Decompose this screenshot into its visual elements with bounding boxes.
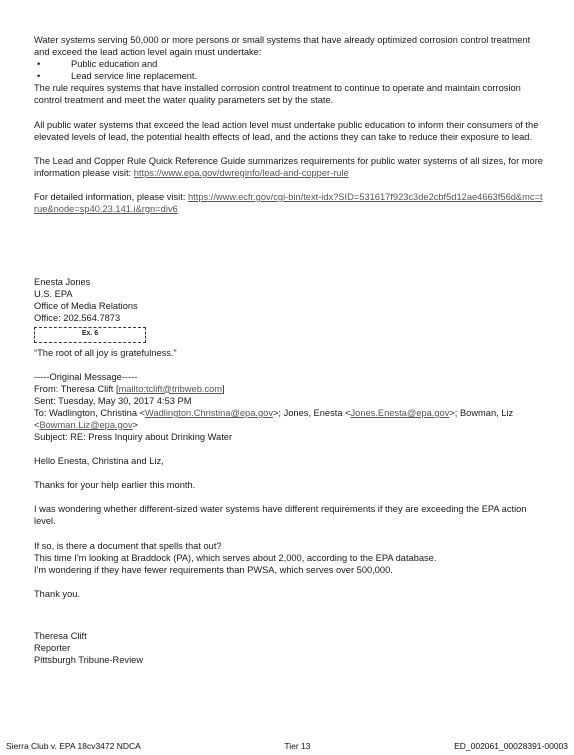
footer-tier: Tier 13	[284, 741, 311, 751]
bullet-item	[34, 70, 544, 82]
paragraph-text: The Lead and Copper Rule Quick Reference Guide summarizes requirements for public water systems of all sizes, for more information please visit:	[34, 155, 543, 178]
email-closing: Thank you.	[34, 588, 80, 599]
redaction-box	[34, 327, 146, 343]
footer-bates-number: ED_002061_00028391-00003	[454, 741, 568, 751]
lead-copper-rule-link[interactable]: https://www.epa.gov/dwreginfo/lead-and-copper-rule	[133, 167, 349, 178]
recipient-email-link[interactable]: Jones.Enesta@epa.gov	[350, 407, 450, 418]
recipient-email-link[interactable]: Bowman.Liz@epa.gov	[39, 419, 133, 430]
bullet-symbol: •	[37, 71, 41, 82]
sender-email-link[interactable]: mailto:tclift@tribweb.com	[118, 383, 223, 394]
bullet-text: Lead service line replacement.	[71, 71, 198, 82]
intro-paragraph-1: Water systems serving 50,000 or more persons or small systems that have already optimized corrosion control treatment and exceed the lead action level again must undertake:	[34, 35, 531, 58]
page-footer	[6, 740, 568, 752]
intro-paragraph-2: The rule requires systems that have installed corrosion control treatment to continue to operate and maintain corrosion control treatment and meet the water quality parameters set by the state.	[34, 83, 521, 106]
email-thanks: Thanks for your help earlier this month.	[34, 480, 196, 491]
intro-paragraph-5	[34, 191, 544, 215]
intro-paragraph-3: All public water systems that exceed the lead action level must undertake public education to inform their consumers of the elevated levels of lead, the potential health effects of lead, and the actions they can take to reduce their exposure to lead.	[34, 119, 539, 142]
paragraph-text: For detailed information, please visit:	[34, 191, 188, 202]
redaction-label: Ex. 6	[81, 330, 99, 338]
email-from: From: Theresa Clift [mailto:tclift@tribweb.com]	[34, 383, 225, 394]
sender-name: Theresa Clift	[34, 630, 87, 641]
bullet-item	[34, 58, 544, 70]
recipient-email-link[interactable]: Wadlington.Christina@epa.gov	[145, 407, 273, 418]
bullet-text: Public education and	[71, 59, 158, 70]
email-subject: Subject: RE: Press Inquiry about Drinking Water	[34, 432, 233, 443]
email-line: I'm wondering if they have fewer requirements than PWSA, which serves over 500,000.	[34, 564, 393, 575]
signature-office: Office of Media Relations	[34, 301, 138, 312]
email-sent: Sent: Tuesday, May 30, 2017 4:53 PM	[34, 395, 192, 406]
email-to: To: Wadlington, Christina <Wadlington.Christina@epa.gov>; Jones, Enesta <Jones.Enesta@epa.gov>; Bowman, Liz <Bowman.Liz@epa.gov>	[34, 407, 514, 430]
sender-title: Reporter	[34, 643, 71, 653]
document-page	[34, 34, 544, 666]
signature-quote: “The root of all joy is gratefulness.”	[34, 347, 177, 358]
sender-org: Pittsburgh Tribune-Review	[34, 655, 144, 666]
signature-phone: Office: 202.564.7873	[34, 313, 121, 324]
intro-paragraph-4	[34, 155, 544, 179]
email-line: This time I'm looking at Braddock (PA), which serves about 2,000, according to the EPA database.	[34, 552, 437, 563]
original-message-separator: -----Original Message-----	[34, 371, 138, 382]
email-question: I was wondering whether different-sized water systems have different requirements if they are exceeding the EPA action level.	[34, 504, 527, 527]
signature-org: U.S. EPA	[34, 289, 73, 300]
email-greeting: Hello Enesta, Christina and Liz,	[34, 456, 164, 467]
ecfr-link[interactable]: https://www.ecfr.gov/cgi-bin/text-idx?SID=531617f923c3de2cbf5d12ae4663f56d&mc=true&node=sp40.23.141.i&rgn=div6	[34, 191, 543, 215]
email-line: If so, is there a document that spells that out?	[34, 540, 222, 551]
signature-name: Enesta Jones	[34, 277, 91, 288]
bullet-symbol: •	[37, 59, 41, 70]
footer-case: Sierra Club v. EPA 18cv3472 NDCA	[6, 741, 141, 751]
